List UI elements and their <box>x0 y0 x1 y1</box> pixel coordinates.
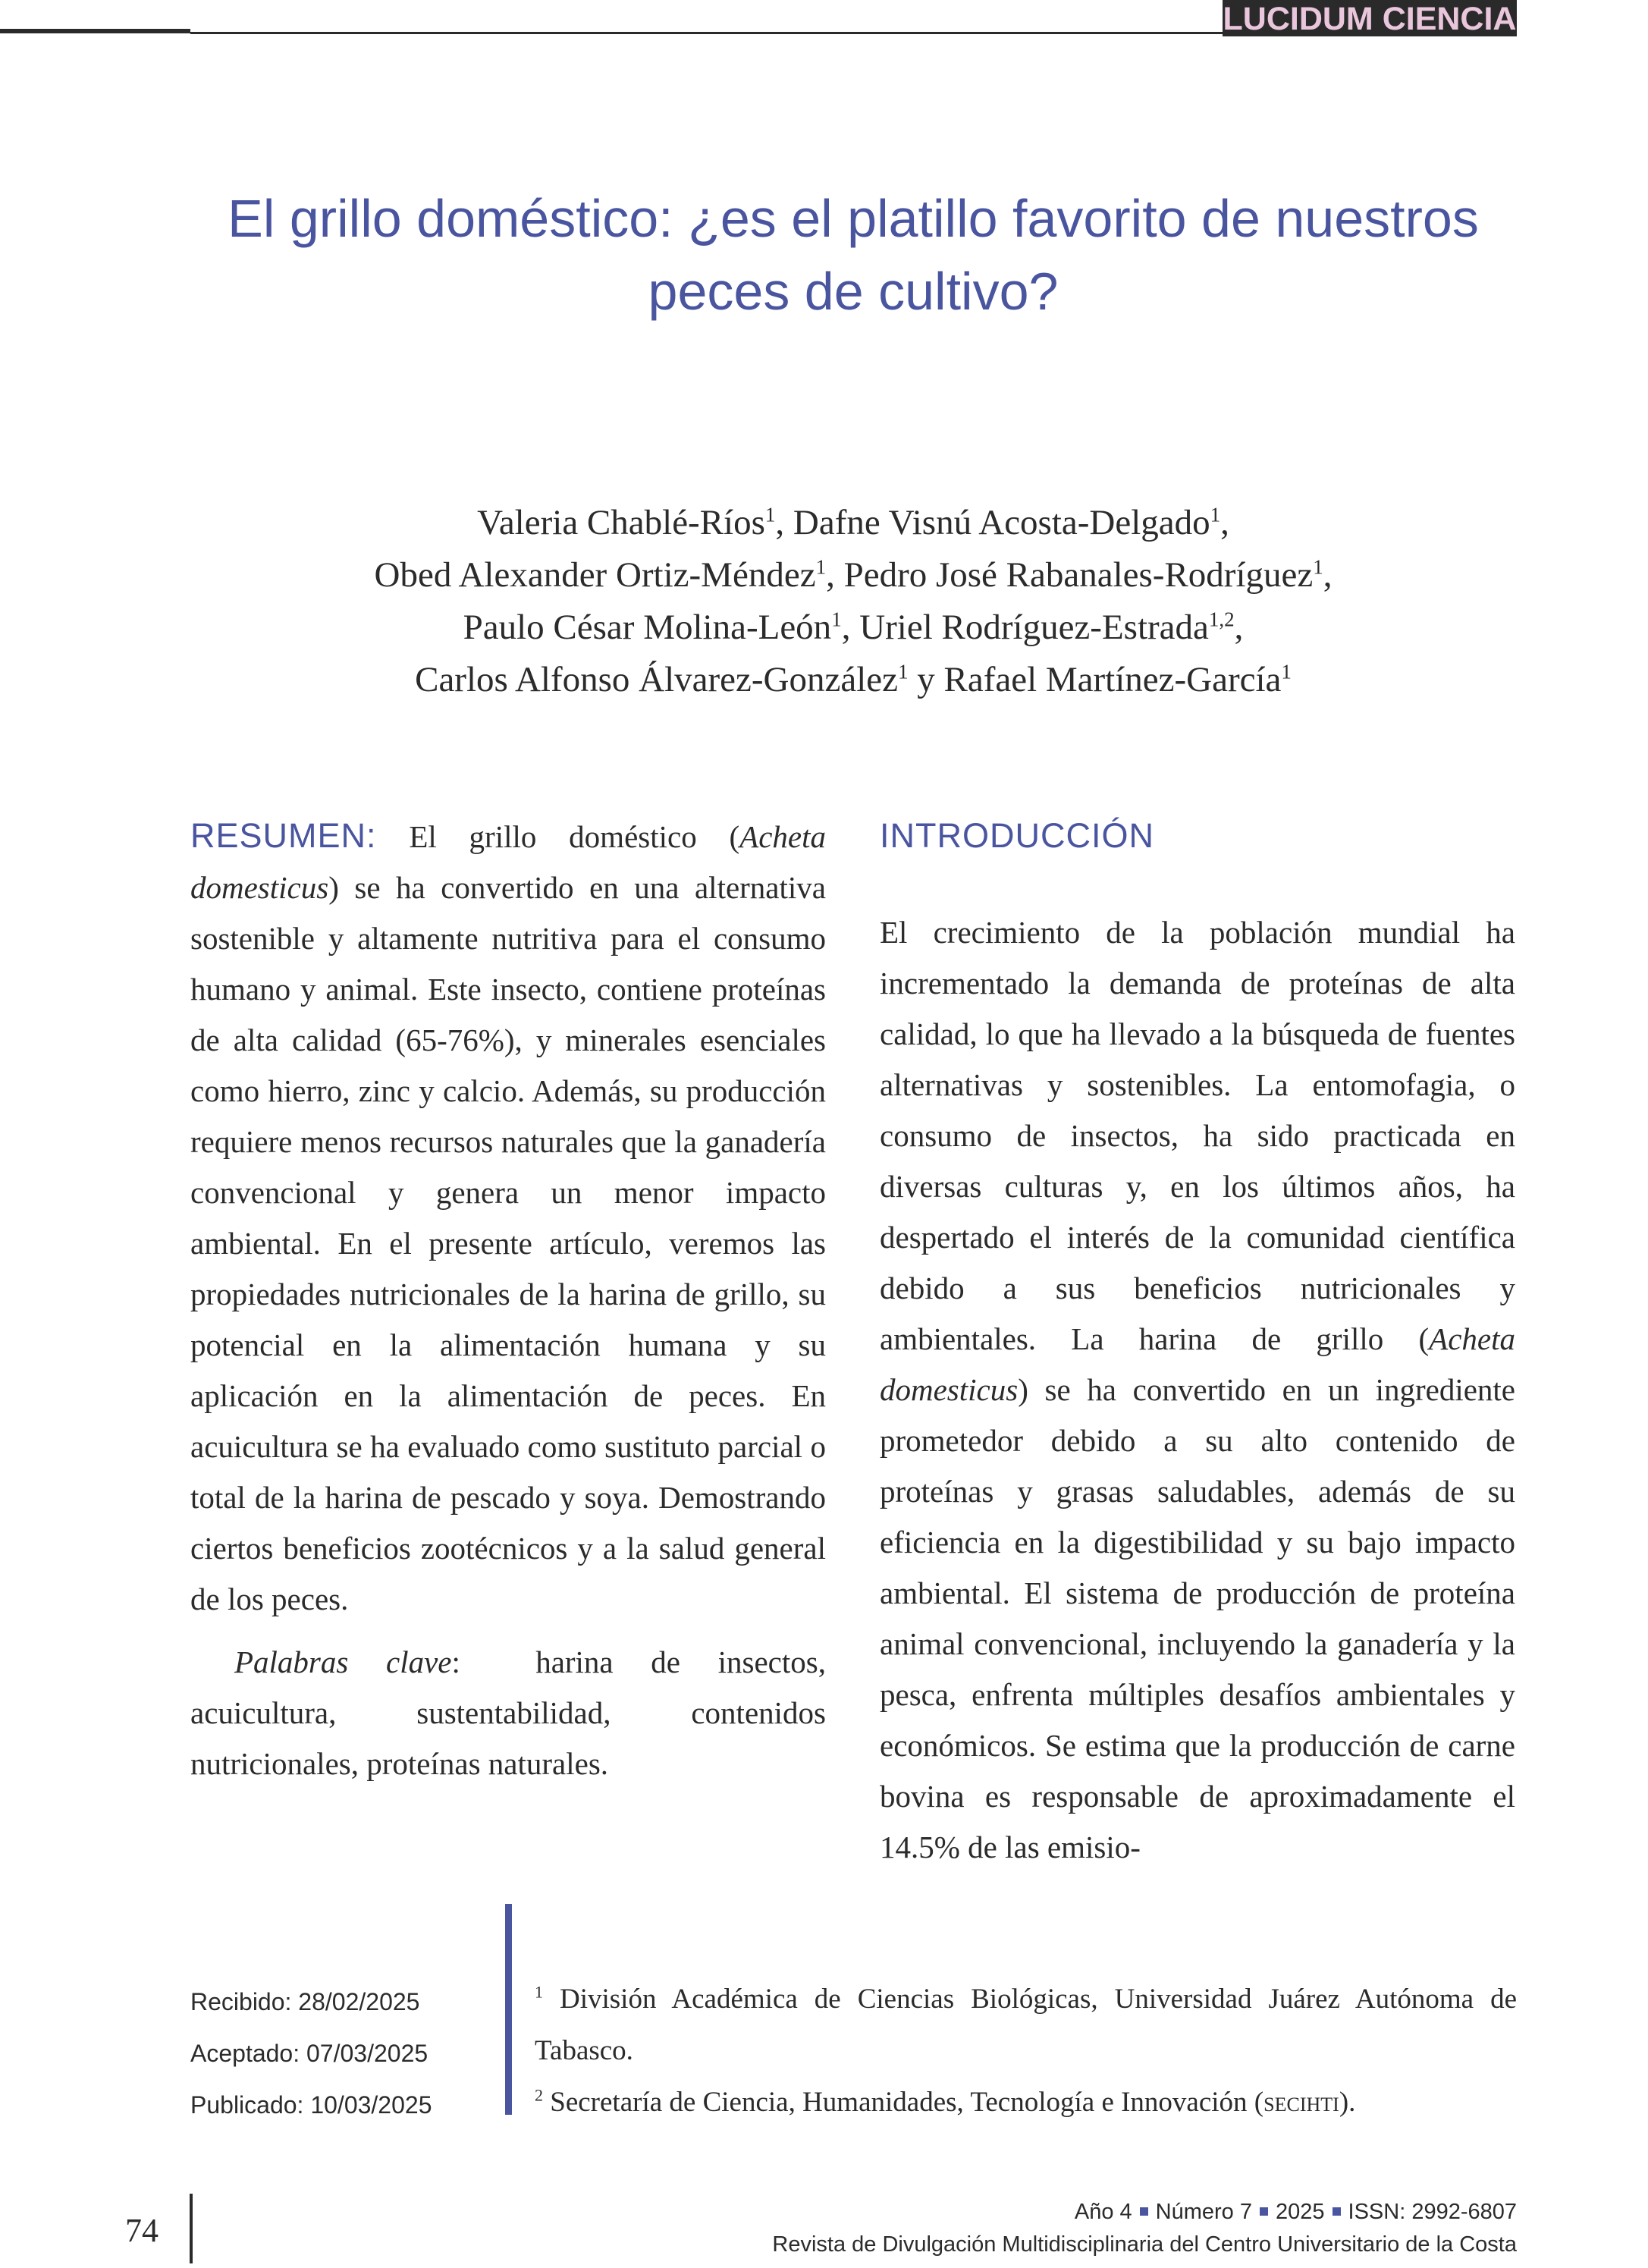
issue-number: Número 7 <box>1155 2200 1252 2224</box>
keywords-label: Palabras clave <box>234 1644 452 1679</box>
abstract-text: El grillo doméstico (Acheta domesticus) se ha convertido en una alternativa sostenible y altamente nutritiva para el consumo humano y animal. Este insecto, contiene proteínas de alta calidad (65-76%), y minerales esenciales como hierro, zinc y calcio. Además, su producción requiere menos recursos naturales que la ganadería convencional y genera un menor impacto ambiental. En el presente artículo, veremos las propiedades nutricionales de la harina de grillo, su potencial en la alimentación humana y su aplicación en la alimentación de peces. En acuicultura se ha evaluado como sustituto parcial o total de la harina de pescado y soya. Demostrando ciertos beneficios zootécnicos y a la salud general de los peces. <box>190 819 826 1616</box>
separator-square-icon <box>1140 2207 1148 2216</box>
author-line: Valeria Chablé-Ríos$^1$, Dafne Visnú Acosta-Delgado$^1$, <box>477 503 1229 542</box>
article-dates <box>190 1976 432 2131</box>
affiliation-text: Secretaría de Ciencia, Humanidades, Tecnología e Innovación (secihti). <box>550 2087 1356 2118</box>
author-line: Obed Alexander Ortiz-Méndez$^1$, Pedro José Rabanales-Rodríguez$^1$, <box>374 555 1333 595</box>
introduction-column <box>880 810 1515 1873</box>
journal-brand: LUCIDUM CIENCIA <box>1223 1 1517 37</box>
affiliation-number: 1 <box>535 1982 543 2002</box>
affiliation-text: División Académica de Ciencias Biológicas, Universidad Juárez Autónoma de Tabasco. <box>535 1984 1518 2066</box>
journal-footer <box>772 2196 1517 2261</box>
introduction-heading: INTRODUCCIÓN <box>880 816 1154 855</box>
issue-info <box>772 2196 1517 2229</box>
affiliation-divider <box>505 1904 512 2115</box>
separator-square-icon <box>1333 2207 1341 2216</box>
keywords-text: harina de insectos, acuicultura, sustentabilidad, contenidos nutricionales, proteínas naturales. <box>190 1644 826 1781</box>
affiliations <box>535 1974 1517 2128</box>
separator-square-icon <box>1260 2207 1268 2216</box>
affiliation-number: 2 <box>535 2085 543 2105</box>
abstract-paragraph <box>190 810 826 1625</box>
header-rule-thick <box>0 29 190 33</box>
article-title: El grillo doméstico: ¿es el platillo favorito de nuestros peces de cultivo? <box>228 189 1479 321</box>
issn: ISSN: 2992-6807 <box>1348 2200 1517 2224</box>
affiliation-item <box>535 2077 1517 2128</box>
published-date: Publicado: 10/03/2025 <box>190 2091 432 2119</box>
keywords-paragraph: Palabras clave: harina de insectos, acuicultura, sustentabilidad, contenidos nutricionales, proteínas naturales. <box>190 1644 826 1781</box>
page-number: 74 <box>125 2212 159 2249</box>
author-list <box>190 497 1517 706</box>
affiliation-item <box>535 1974 1517 2077</box>
introduction-text: El crecimiento de la población mundial ha incrementado la demanda de proteínas de alta calidad, lo que ha llevado a la búsqueda de fuentes alternativas y sostenibles. La entomofagia, o consumo de insectos, ha sido practicada en diversas culturas y, en los últimos años, ha despertado el interés de la comunidad científica debido a sus beneficios nutricionales y ambientales. La harina de grillo (Acheta domesticus) se ha convertido en un ingrediente prometedor debido a su alto contenido de proteínas y grasas saludables, además de su eficiencia en la digestibilidad y su bajo impacto ambiental. El sistema de producción de proteína animal convencional, incluyendo la ganadería y la pesca, enfrenta múltiples desafíos ambientales y económicos. Se estima que la producción de carne bovina es responsable de aproximadamente el 14.5% de las emisio- <box>880 915 1515 1864</box>
abstract-column <box>190 810 826 1789</box>
author-line: Carlos Alfonso Álvarez-González$^1$ y Rafael Martínez-García$^1$ <box>415 660 1292 699</box>
publication-year: 2025 <box>1276 2200 1325 2224</box>
author-line: Paulo César Molina-León$^1$, Uriel Rodríguez-Estrada$^{1,2}$, <box>463 608 1244 647</box>
page-number-divider <box>190 2194 193 2263</box>
abstract-label: RESUMEN: <box>190 816 377 855</box>
journal-full-name: Revista de Divulgación Multidisciplinaria del Centro Universitario de la Costa <box>772 2232 1517 2257</box>
accepted-date: Aceptado: 07/03/2025 <box>190 2040 428 2067</box>
volume-year: Año 4 <box>1074 2200 1132 2224</box>
header-rule <box>190 32 1237 34</box>
received-date: Recibido: 28/02/2025 <box>190 1988 420 2015</box>
